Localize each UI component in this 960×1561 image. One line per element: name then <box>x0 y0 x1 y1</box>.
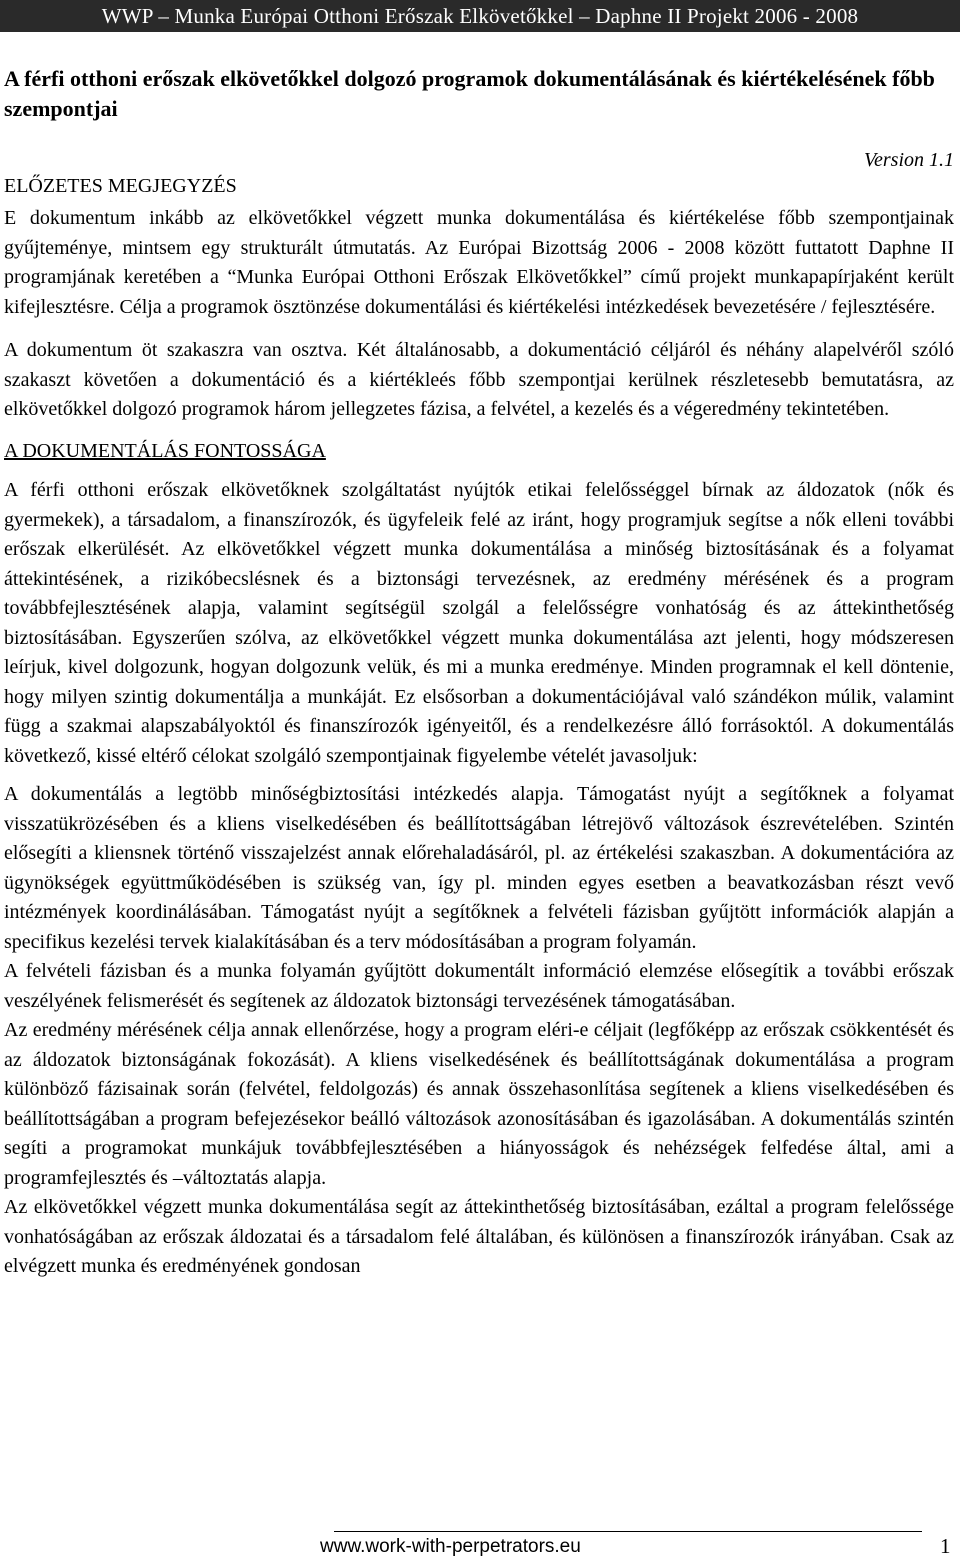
section-paragraph-2: A dokumentálás a legtöbb minőségbiztosítási intézkedés alapja. Támogatást nyújt a segítőknek a folyamat visszatükrözésében és a kliens viselkedésében és beállítottságában létrejövő változások észrevételében. Szintén elősegíti a kliensnek történő visszajelzést annak előrehaladásáról, pl. az értékelési szakaszban. A dokumentációra az ügynökségek együttműködésében is szükség van, így pl. minden egyes esetben a beavatkozásban részt vevő intézmények koordinálásában. Támogatást nyújt a segítőknek a felvételi fázisban gyűjtött információk alapján a specifikus kezelési tervek kialakításában és a terv módosításában a program folyamán. <box>4 783 954 953</box>
intro-paragraph-2: A dokumentum öt szakaszra van osztva. Két általánosabb, a dokumentáció céljáról és néhány alapelvéről szóló szakaszt követően a dokumentáció és a kiértékleés főbb szempontjai kerülnek részletesebb bemutatásra, az elkövetőkkel dolgozó programok három jellegzetes fázisa, a felvétel, a kezelés és a végeredmény tekintetében. <box>4 339 954 420</box>
document-body <box>4 64 954 1282</box>
intro-paragraph-1: E dokumentum inkább az elkövetőkkel végzett munka dokumentálása és kiértékelése főbb szempontjainak gyűjteménye, mintsem egy strukturált útmutatás. Az Európai Bizottság 2006 - 2008 között futtatott Daphne II programjának keretében a “Munka Európai Otthoni Erőszak Elkövetőkkel” című projekt munkapapírjaként került kifejlesztésre. Célja a programok ösztönzése dokumentálási és kiértékelési intézkedések bevezetésére / fejlesztésére. <box>4 207 954 318</box>
footer-rule <box>334 1531 922 1532</box>
running-header-text: WWP – Munka Európai Otthoni Erőszak Elkövetőkkel – Daphne II Projekt 2006 - 2008 <box>101 4 859 28</box>
page-number: 1 <box>940 1534 951 1558</box>
version-label: Version 1.1 <box>864 149 954 171</box>
section-paragraph-3: A felvételi fázisban és a munka folyamán gyűjtött dokumentált információ elemzése elősegítik a további erőszak veszélyének felismerését és segítenek az áldozatok biztonsági tervezésének támogatásában. <box>4 960 954 1012</box>
preliminary-heading: ELŐZETES MEGJEGYZÉS <box>4 175 237 197</box>
section-heading: A DOKUMENTÁLÁS FONTOSSÁGA <box>4 439 326 462</box>
footer-url: www.work-with-perpetrators.eu <box>320 1536 581 1557</box>
section-paragraph-5: Az elkövetőkkel végzett munka dokumentálása segít az áttekinthetőség biztosításában, ezáltal a program felelőssége vonhatóságában az erőszak áldozatai és a társadalom felé általában, és különösen a finanszírozók irányában. Csak az elvégzett munka és eredményének gondosan <box>4 1196 954 1277</box>
document-title: A férfi otthoni erőszak elkövetőkkel dolgozó programok dokumentálásának és kiértékelésének főbb szempontjai <box>4 66 935 121</box>
running-header <box>0 0 960 32</box>
section-paragraph-1: A férfi otthoni erőszak elkövetőknek szolgáltatást nyújtók etikai felelősséggel bírnak az áldozatok (nők és gyermekek), a társadalom, a finanszírozók, és ügyfeleik felé az iránt, hogy programjuk segítse a nők elleni további erőszak elkerülését. Az elkövetőkkel végzett munka dokumentálása a minőség biztosításának és a folyamat áttekintésének, a rizikóbecslésnek és a biztonsági tervezésnek, az eredmény mérésének és a program továbbfejlesztésének alapja, valamint segítségül szolgál a felelősségre vonhatóság és az áttekinthetőség biztosításában. Egyszerűen szólva, az elkövetőkkel végzett munka dokumentálása azt jelenti, hogy módszeresen leírjuk, kivel dolgozunk, hogyan dolgozunk velük, és mi a munka eredménye. Minden programnak el kell döntenie, hogy milyen szintig dokumentálja a munkáját. Ez elsősorban a dokumentációjával való szándékon múlik, valamint függ a szakmai alapszabályoktól és finanszírozók igényeitől, és a rendelkezésre álló forrásoktól. A dokumentálás következő, kissé eltérő célokat szolgáló szempontjainak figyelembe vételét javasoljuk: <box>4 479 954 767</box>
section-paragraph-4: Az eredmény mérésének célja annak ellenőrzése, hogy a program eléri-e céljait (legfőképp az erőszak csökkentését és az áldozatok biztonságának fokozását). A kliens viselkedésének és beállítottságának dokumentálása a program különböző fázisainak során (felvétel, feldolgozás) és annak összehasonlítása segítenek a kliens viselkedésében és beállítottságában a program befejezésekor beálló változások azonosításában és igazolásában. A dokumentálás szintén segíti a programokat munkájuk továbbfejlesztésében a hiányosságok és nehézségek felfedése által, ami a programfejlesztés és –változtatás alapja. <box>4 1019 954 1189</box>
